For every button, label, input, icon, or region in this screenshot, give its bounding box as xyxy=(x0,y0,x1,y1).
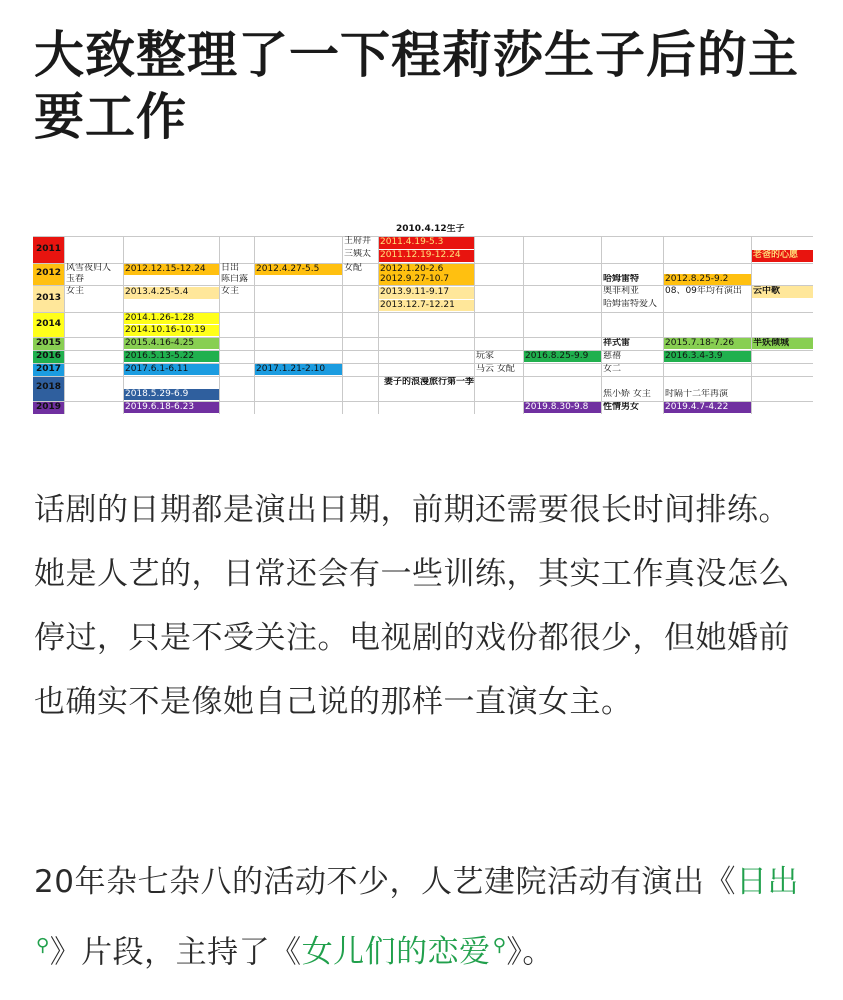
year-label-2012: 2012 xyxy=(36,268,62,278)
article-title: 大致整理了一下程莉莎生子后的主要工作 xyxy=(34,26,799,146)
paragraph-activities-text-1: 20年杂七杂八的活动不少，人艺建院活动有演出《 xyxy=(34,864,736,900)
cell-2017b: 2017.1.21-2.10 xyxy=(255,364,342,375)
year-label-2011: 2011 xyxy=(36,244,62,254)
year-label-2017: 2017 xyxy=(36,364,62,374)
cell-2012d: 2012.9.27-10.7 xyxy=(379,274,474,285)
year-label-2014: 2014 xyxy=(36,319,62,329)
cell-sanyitai: 三姨太 xyxy=(344,249,372,259)
cell-hamu1: 哈姆雷特 xyxy=(603,274,640,284)
cell-2013c: 2013.12.7-12.21 xyxy=(379,300,474,311)
cell-nvpei1: 女配 xyxy=(344,263,363,273)
cell-xiangzi: 祥式雷 xyxy=(603,338,631,348)
paragraph-activities-text-3: 》。 xyxy=(506,934,554,971)
cell-wanjia: 玩家 xyxy=(476,351,495,361)
cell-2013a: 2013.4.25-5.4 xyxy=(124,287,219,299)
cell-banyao: 半妖倾城 xyxy=(752,338,813,349)
cell-xingqing: 性情男女 xyxy=(603,402,640,412)
cell-cixi: 慈禧 xyxy=(603,351,622,361)
cell-2016a: 2016.5.13-5.22 xyxy=(124,351,219,362)
paragraph-activities-text-2: 》片段，主持了《 xyxy=(49,934,302,971)
year-label-2018: 2018 xyxy=(36,382,62,392)
year-label-2015: 2015 xyxy=(36,338,62,348)
cell-chenbailu: 陈白露 xyxy=(221,274,249,284)
cell-yuchun: 玉春 xyxy=(66,274,85,284)
cell-nver: 女二 xyxy=(603,364,622,374)
cell-2011b: 2011.12.19-12.24 xyxy=(379,250,474,262)
cell-mayun: 马云 女配 xyxy=(476,364,515,374)
cell-jiaoxiao: 焦小娇 女主 xyxy=(603,389,651,399)
link-nver-lianai[interactable] xyxy=(302,934,507,970)
cell-2014a: 2014.1.26-1.28 xyxy=(124,313,219,324)
paragraph-activities xyxy=(34,850,814,984)
cell-2012a: 2012.12.15-12.24 xyxy=(124,264,219,275)
cell-shige: 时隔十二年再演 xyxy=(665,389,729,399)
cell-2016b: 2016.8.25-9.9 xyxy=(524,351,601,362)
cell-wangfujing: 王府井 xyxy=(344,236,372,246)
cell-2019a: 2019.6.18-6.23 xyxy=(124,402,219,413)
cell-hamu2: 哈姆雷特爱人 xyxy=(603,299,658,309)
cell-2013b: 2013.9.11-9.17 xyxy=(379,287,474,299)
cell-2011a: 2011.4.19-5.3 xyxy=(379,237,474,249)
cell-richu: 日出 xyxy=(221,263,240,273)
cell-2019c: 2019.4.7-4.22 xyxy=(664,402,751,413)
cell-2019b: 2019.8.30-9.8 xyxy=(524,402,601,413)
cell-2017a: 2017.6.1-6.11 xyxy=(124,364,219,375)
cell-2018a: 2018.5.29-6.9 xyxy=(124,389,219,400)
cell-2012b: 2012.4.27-5.5 xyxy=(255,264,342,275)
year-label-2019: 2019 xyxy=(36,402,62,412)
paragraph-performance-note: 话剧的日期都是演出日期，前期还需要很长时间排练。她是人艺的，日常还会有一些训练，其实工作真没怎么停过，只是不受关注。电视剧的戏份都很少，但她婚前也确实不是像她自己说的那样一直演女主。 xyxy=(34,492,790,720)
link-richu-label: 日出 xyxy=(735,864,799,900)
cell-nvzhu2: 女主 xyxy=(221,286,240,296)
cell-2015b: 2015.7.18-7.26 xyxy=(664,338,751,349)
birth-header: 2010.4.12生子 xyxy=(396,224,465,234)
cell-2012e: 2012.8.25-9.2 xyxy=(664,274,751,285)
cell-2016c: 2016.3.4-3.9 xyxy=(664,351,751,362)
cell-fengxue: 风雪夜归人 xyxy=(66,263,112,273)
link-nver-lianai-label: 女儿们的恋爱 xyxy=(301,934,491,971)
schedule-spreadsheet-image xyxy=(33,222,813,414)
cell-aofei: 奥菲利亚 xyxy=(603,286,640,296)
search-icon: ⚲ xyxy=(492,935,507,956)
cell-2015a: 2015.4.16-4.25 xyxy=(124,338,219,349)
year-label-2013: 2013 xyxy=(36,293,62,303)
cell-2014b: 2014.10.16-10.19 xyxy=(124,325,219,336)
year-label-2016: 2016 xyxy=(36,351,62,361)
cell-0809: 08、09年均有演出 xyxy=(665,286,742,296)
cell-qizi: 妻子的浪漫旅行第一季 xyxy=(384,377,475,387)
cell-2012c: 2012.1.20-2.6 xyxy=(379,264,474,274)
cell-nvzhu1: 女主 xyxy=(66,286,85,296)
cell-laogan: 老爸的心愿 xyxy=(752,250,813,262)
cell-yunzhong: 云中歌 xyxy=(752,286,813,298)
search-icon: ⚲ xyxy=(36,935,50,956)
